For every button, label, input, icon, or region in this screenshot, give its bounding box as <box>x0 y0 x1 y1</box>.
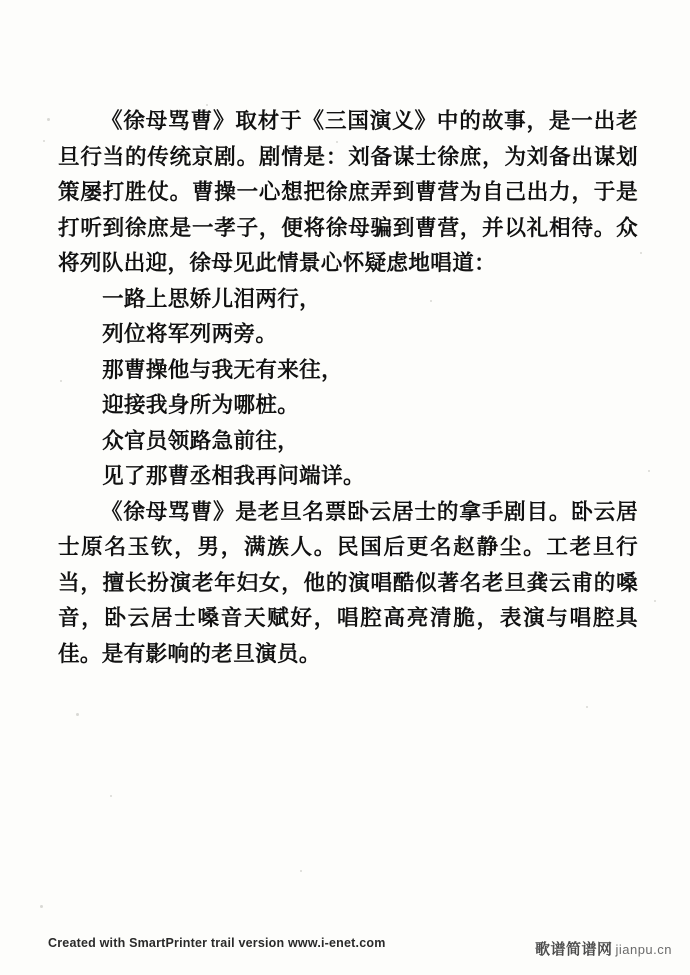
verse-line-6: 见了那曹丞相我再问端详。 <box>102 464 365 489</box>
article-body <box>58 104 638 672</box>
scan-speckle <box>47 118 50 121</box>
watermark-site-url: jianpu.cn <box>615 942 672 957</box>
scan-speckle <box>586 706 588 708</box>
trial-version-notice: Created with SmartPrinter trail version www.i-enet.com <box>48 936 386 950</box>
scan-speckle <box>110 795 112 797</box>
scan-speckle <box>640 252 642 254</box>
verse-line-3: 那曹操他与我无有来往， <box>102 357 343 383</box>
scan-speckle <box>654 600 656 602</box>
paragraph-intro: 《徐母骂曹》取材于《三国演义》中的故事，是一出老旦行当的传统京剧。剧情是：刘备谋士徐庶，为刘备出谋划策屡打胜仗。曹操一心想把徐庶弄到曹营为自己出力，于是打听到徐庶是一孝子，便将徐母骗到曹营，并以礼相待。众将列队出迎，徐母见此情景心怀疑虑地唱道： <box>58 109 638 276</box>
scan-speckle <box>43 140 45 142</box>
verse-line-2: 列位将军列两旁。 <box>102 322 278 347</box>
scan-speckle <box>76 713 79 716</box>
scan-speckle <box>648 470 650 472</box>
verse-line-1: 一路上思娇儿泪两行， <box>102 286 322 312</box>
scan-speckle <box>40 905 43 908</box>
watermark-site-name: 歌谱简谱网 <box>534 940 613 958</box>
site-watermark <box>535 938 672 959</box>
verse-line-4: 迎接我身所为哪桩。 <box>102 393 300 418</box>
paragraph-closing: 《徐母骂曹》是老旦名票卧云居士的拿手剧目。卧云居士原名玉钦，男，满族人。民国后更名赵静尘。工老旦行当，擅长扮演老年妇女，他的演唱酷似著名老旦龚云甫的嗓音，卧云居士嗓音天赋好，唱腔高亮清脆，表演与唱腔具佳。是有影响的老旦演员。 <box>58 499 638 667</box>
scan-speckle <box>300 870 302 872</box>
verse-line-5: 众官员领路急前往， <box>102 428 300 454</box>
